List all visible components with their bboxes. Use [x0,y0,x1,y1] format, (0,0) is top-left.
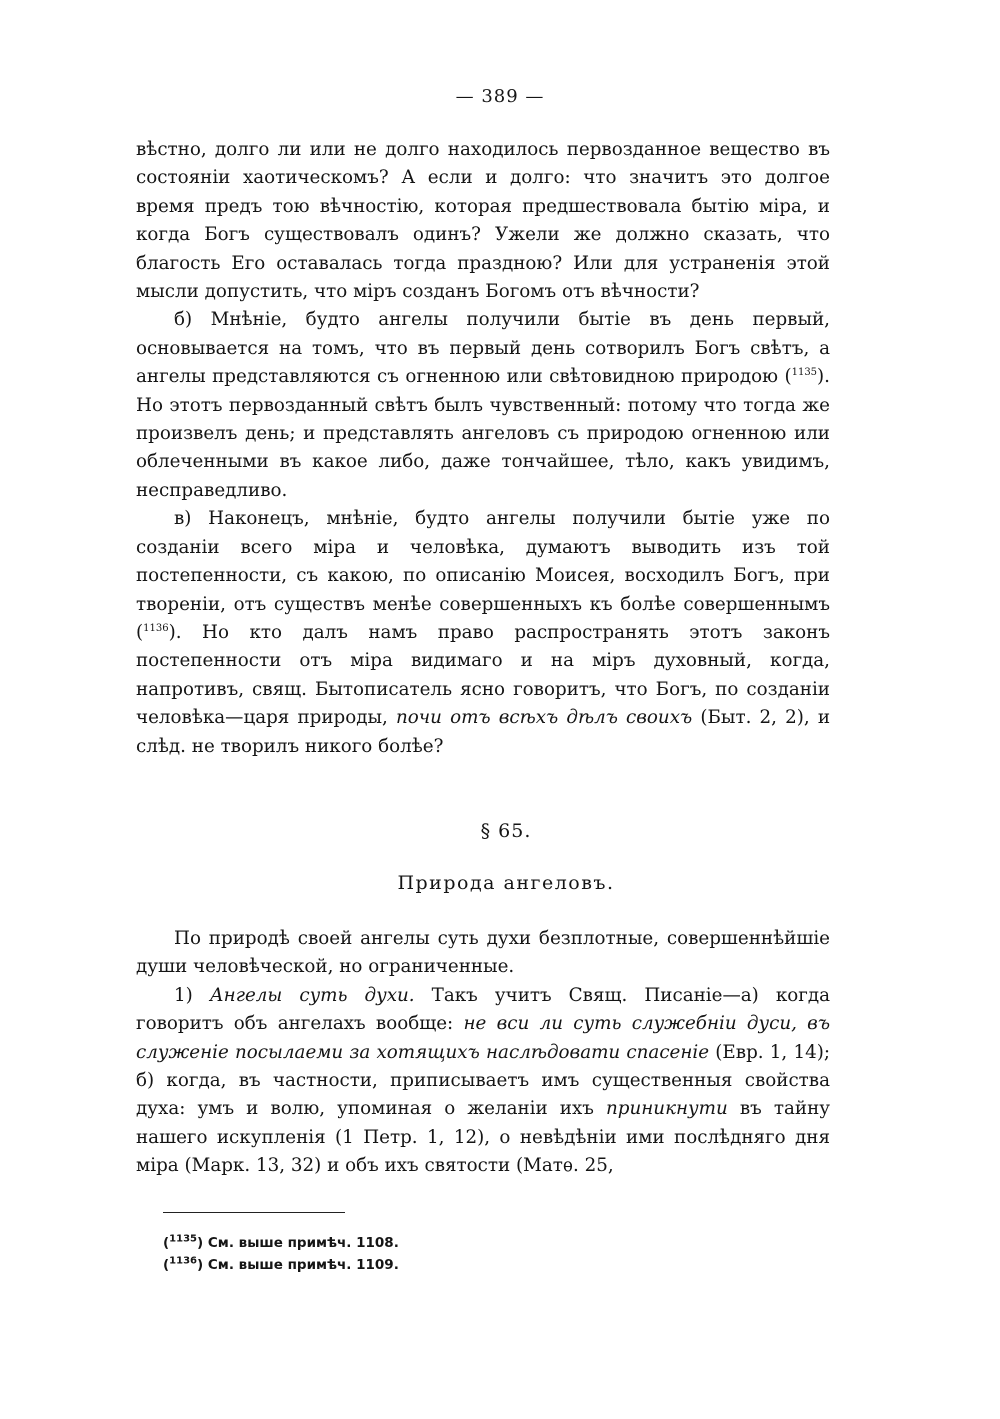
footnote-text: См. выше примѣч. 1108. [207,1235,399,1251]
paragraph-b-text-start: б) Мнѣніе, будто ангелы получили бытіе въ день первый, основывается на томъ, что въ первый день сотворилъ Богъ свѣтъ, а ангелы представляются съ огненною или свѣтовидною природою ( [136,309,830,388]
paragraph-b [136,306,830,505]
section-title: Природа ангеловъ. [397,872,615,894]
point-1-quote-italic: не вси ли суть служебніи дуси, въ служеніе посылаеми за хотящихъ наслѣдовати спасеніе [136,1013,831,1063]
footnote-mark: 1135 [169,1233,198,1245]
paragraph-c-text-end: (Быт. 2, 2), и слѣд. не творилъ никого болѣе? [136,707,830,757]
paragraph-point-1 [136,982,830,1181]
point-1-term-italic: приникнути [606,1098,728,1120]
footnote-1136: ($^{1136}$) См. выше примѣч. 1109. [163,1255,399,1273]
paragraph-c [136,505,830,761]
point-1-text-c: въ тайну нашего искупленія (1 Петр. 1, 12), о невѣдѣніи ими послѣдняго дня міра (Марк. 13, 32) и объ ихъ святости (Матѳ. 25, [136,1098,831,1177]
scripture-quote-italic: почи отъ всѣхъ дѣлъ своихъ [396,707,693,729]
paragraph-b-text-end: ). Но этотъ первозданный свѣтъ былъ чувственный: потому что тогда же произвелъ день; и представлять ангеловъ съ природою огненною или облеченными въ какое либо, даже тончайшее, тѣло, какъ увидимъ, несправедливо. [136,366,830,501]
footnotes [163,1232,763,1276]
point-1-text-b: (Евр. 1, 14); б) когда, въ частности, приписываетъ имъ существенныя свойства духа: умъ и волю, упоминая о желаніи ихъ [136,1041,830,1120]
section-number: § 65. [480,820,532,842]
footnote-ref-1136[interactable]: 1136 [143,622,169,634]
point-1-number: 1) [174,984,210,1006]
footnote-text: См. выше примѣч. 1109. [207,1257,399,1273]
point-1-heading-italic: Ангелы суть духи. [209,984,415,1006]
section-text-block [136,925,830,1181]
paragraph-c-text-mid: ). Но кто далъ намъ право распространять этотъ законъ постепенности отъ міра видимаго и на міръ духовный, когда, напротивъ, свящ. Бытописатель ясно говоритъ, что Богъ, по созданіи человѣка—царя природы, [136,621,830,729]
main-text-block [136,136,830,761]
page-number: — 389 — [455,86,545,107]
footnote-mark: 1136 [169,1255,198,1267]
paragraph-intro: По природѣ своей ангелы суть духи безплотные, совершеннѣйшіе души человѣческой, но ограниченные. [136,928,830,978]
footnote-ref-1135[interactable]: 1135 [791,367,818,379]
paragraph-c-text-start: в) Наконецъ, мнѣніе, будто ангелы получили бытіе уже по созданіи всего міра и человѣка, думаютъ выводить изъ той постепенности, съ какою, по описанію Моисея, восходилъ Богъ, при твореніи, отъ существъ менѣе совершенныхъ къ болѣе совершеннымъ ( [136,508,830,643]
footnote-divider [163,1212,345,1213]
paragraph-continuation: вѣстно, долго ли или не долго находилось первозданное вещество въ состояніи хаотическомъ? А если и долго: что значитъ это долгое время предъ тою вѣчностію, которая предшествовала бытію міра, и когда Богъ существовалъ одинъ? Ужели же должно сказать, что благость Его оставалась тогда праздною? Или для устраненія этой мысли допустить, что міръ созданъ Богомъ отъ вѣчности? [136,139,830,303]
point-1-text-a: Такъ учитъ Свящ. Писаніе—а) когда говоритъ объ ангелахъ вообще: [136,984,830,1035]
footnote-1135: ($^{1135}$) См. выше примѣч. 1108. [163,1233,399,1251]
